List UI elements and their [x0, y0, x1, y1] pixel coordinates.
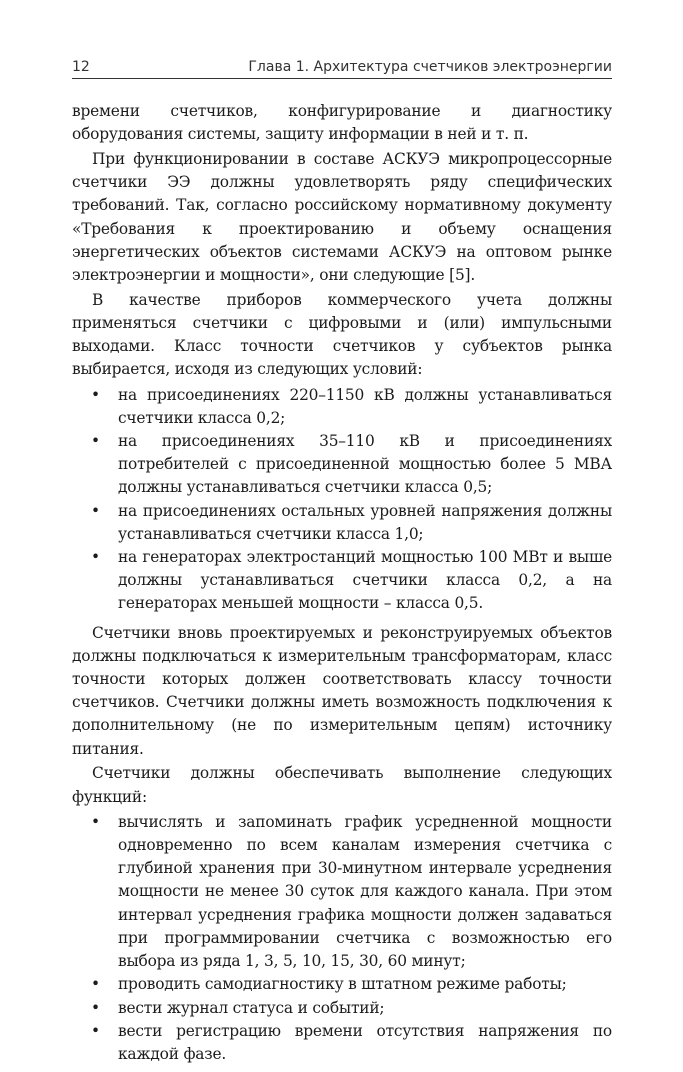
- list-item-text: на присоединениях остальных уровней напряжения должны устанавливаться счетчики класса 1,0;: [118, 501, 612, 543]
- list-item-text: на генераторах электростанций мощностью 100 МВт и выше должны устанавливаться счетчики класса 0,2, а на генераторах меньшей мощности – класса 0,5.: [118, 548, 612, 613]
- running-header: [72, 60, 612, 79]
- list-item: [72, 384, 612, 430]
- bullet-icon: •: [91, 501, 100, 520]
- bullet-icon: •: [91, 548, 100, 567]
- paragraph-functions-intro: Счетчики должны обеспечивать выполнение следующих функций:: [72, 764, 612, 806]
- list-item-text: на присоединениях 220–1150 кВ должны устанавливаться счетчики класса 0,2;: [118, 385, 612, 427]
- list-item: [72, 546, 612, 616]
- running-title: Глава 1. Архитектура счетчиков электроэнергии: [248, 59, 612, 75]
- list-item: [72, 500, 612, 546]
- list-item-text: вычислять и запоминать график усредненной мощности одновременно по всем каналам измерения счетчика с глубиной хранения при 30-минутном интервале усреднения мощности не менее 30 суток для каждого канала. При этом интервал усреднения графика мощности должен задаваться при программировании счетчика с возможностью его выбора из ряда 1, 3, 5, 10, 15, 30, 60 минут;: [118, 812, 612, 971]
- page-body: [72, 100, 612, 1072]
- paragraph-askue-requirements: При функционировании в составе АСКУЭ микропроцессорные счетчики ЭЭ должны удовлетворять ряду специфических требований. Так, согласно российскому нормативному документу «Требования к проектированию и объему оснащения энергетических объектов системами АСКУЭ на оптовом рынке электроэнергии и мощности», они следующие [5].: [72, 150, 612, 285]
- bullet-icon: •: [91, 432, 100, 451]
- bullet-icon: •: [91, 812, 100, 831]
- list-item: [72, 973, 612, 996]
- list-item-text: на присоединениях 35–110 кВ и присоединениях потребителей с присоединенной мощностью более 5 МВА должны устанавливаться счетчики класса 0,5;: [118, 432, 612, 497]
- list-item: [72, 430, 612, 500]
- list-item-text: вести журнал статуса и событий;: [118, 998, 385, 1017]
- paragraph-continuation: времени счетчиков, конфигурирование и диагностику оборудования системы, защиту информации в ней и т. п.: [72, 102, 612, 144]
- paragraph-commercial-metering: В качестве приборов коммерческого учета должны применяться счетчики с цифровыми и (или) импульсными выходами. Класс точности счетчиков у субъектов рынка выбирается, исходя из следующих условий:: [72, 290, 612, 379]
- accuracy-class-list: [72, 384, 612, 616]
- paragraph-transformers: Счетчики вновь проектируемых и реконструируемых объектов должны подключаться к измерительным трансформаторам, класс точности которых должен соответствовать классу точности счетчиков. Счетчики должны иметь возможность подключения к дополнительному (не по измерительным цепям) источнику питания.: [72, 623, 612, 758]
- bullet-icon: •: [91, 998, 100, 1017]
- list-item-text: вести регистрацию времени отсутствия напряжения по каждой фазе.: [118, 1021, 612, 1063]
- list-item-text: проводить самодиагностику в штатном режиме работы;: [118, 975, 567, 994]
- bullet-icon: •: [91, 975, 100, 994]
- functions-list: [72, 811, 612, 1066]
- list-item: [72, 1020, 612, 1066]
- bullet-icon: •: [91, 1021, 100, 1040]
- bullet-icon: •: [91, 385, 100, 404]
- page-number: 12: [72, 59, 90, 75]
- list-item: [72, 811, 612, 973]
